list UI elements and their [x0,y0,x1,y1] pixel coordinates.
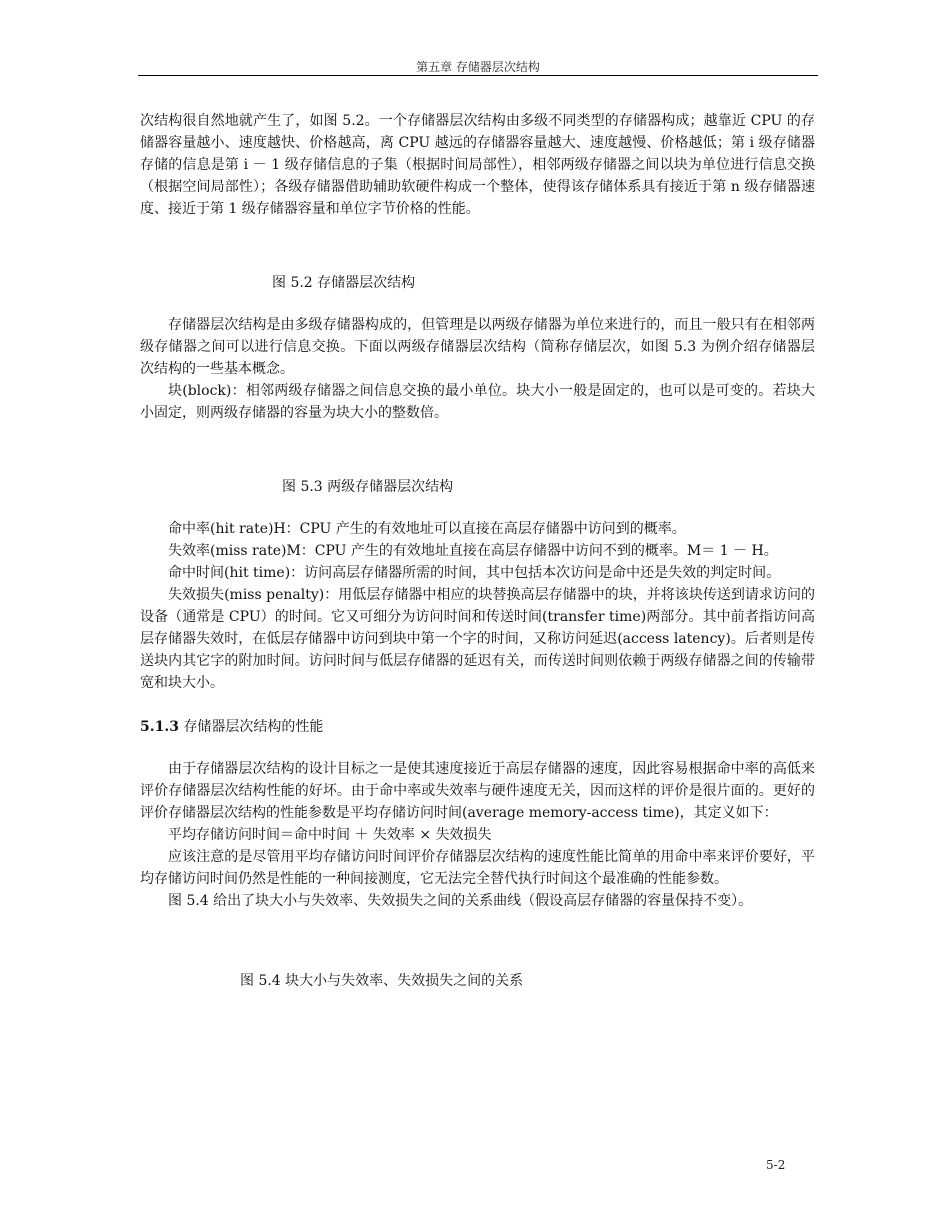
section-title: 存储器层次结构的性能 [183,719,324,735]
section-heading [140,716,815,738]
definition-hit-rate: 命中率(hit rate)H：CPU 产生的有效地址可以直接在高层存储器中访问到的概率。 [168,521,686,537]
figure-caption-5-4: 图 5.4 块大小与失效率、失效损失之间的关系 [240,973,524,989]
figure-caption-5-3: 图 5.3 两级存储器层次结构 [282,479,454,495]
figure-caption-5-2: 图 5.2 存储器层次结构 [272,275,416,291]
definition-hit-time: 命中时间(hit time)：访问高层存储器所需的时间，其中包括本次访问是命中还是失效的判定时间。 [168,565,781,581]
paragraph: 应该注意的是尽管用平均存储访问时间评价存储器层次结构的速度性能比简单的用命中率来评价要好，平均存储访问时间仍然是性能的一种间接测度，它无法完全替代执行时间这个最准确的性能参数。 [140,849,815,887]
paragraph: 次结构很自然地就产生了，如图 5.2。一个存储器层次结构由多级不同类型的存储器构成；越靠近 CPU 的存储器容量越小、速度越快、价格越高，离 CPU 越远的存储器容量越大、速度越慢、价格越低；第 i 级存储器存储的信息是第 i － 1 级存储信息的子集（根据时间局部性），相邻两级存储器之间以块为单位进行信息交换（根据空间局部性）；各级存储器借助辅助软硬件构成一个整体，使得该存储体系具有接近于第 n 级存储器速度、接近于第 1 级存储器容量和单位字节价格的性能。 [140,113,815,217]
paragraph: 存储器层次结构是由多级存储器构成的，但管理是以两级存储器为单位来进行的，而且一般只有在相邻两级存储器之间可以进行信息交换。下面以两级存储器层次结构（简称存储层次，如图 5.3 为例介绍存储器层次结构的一些基本概念。 [140,317,815,377]
paragraph: 由于存储器层次结构的设计目标之一是使其速度接近于高层存储器的速度，因此容易根据命中率的高低来评价存储器层次结构性能的好坏。由于命中率或失效率与硬件速度无关，因而这样的评价是很片面的。更好的评价存储器层次结构的性能参数是平均存储访问时间(average memory-access time)，其定义如下： [140,761,815,821]
header-rule [138,75,818,76]
definition-miss-penalty: 失效损失(miss penalty)：用低层存储器中相应的块替换高层存储器中的块，并将该块传送到请求访问的设备（通常是 CPU）的时间。它又可细分为访问时间和传送时间(transfer time)两部分。其中前者指访问高层存储器失效时，在低层存储器中访问到块中第一个字的时间，又称访问延迟(access latency)。后者则是传送块内其它字的附加时间。访问时间与低层存储器的延迟有关，而传送时间则依赖于两级存储器之间的传输带宽和块大小。 [140,587,815,691]
running-header: 第五章 存储器层次结构 [416,60,540,74]
paragraph: 图 5.4 给出了块大小与失效率、失效损失之间的关系曲线（假设高层存储器的容量保持不变）。 [168,893,753,909]
body-content [140,110,815,992]
section-number: 5.1.3 [140,719,179,735]
definition-miss-rate: 失效率(miss rate)M：CPU 产生的有效地址直接在高层存储器中访问不到的概率。M＝ 1 － H。 [168,543,778,559]
formula: 平均存储访问时间＝命中时间 ＋ 失效率 × 失效损失 [168,827,492,843]
paragraph: 块(block)：相邻两级存储器之间信息交换的最小单位。块大小一般是固定的，也可以是可变的。若块大小固定，则两级存储器的容量为块大小的整数倍。 [140,383,815,421]
page-number: 5-2 [766,1158,786,1172]
